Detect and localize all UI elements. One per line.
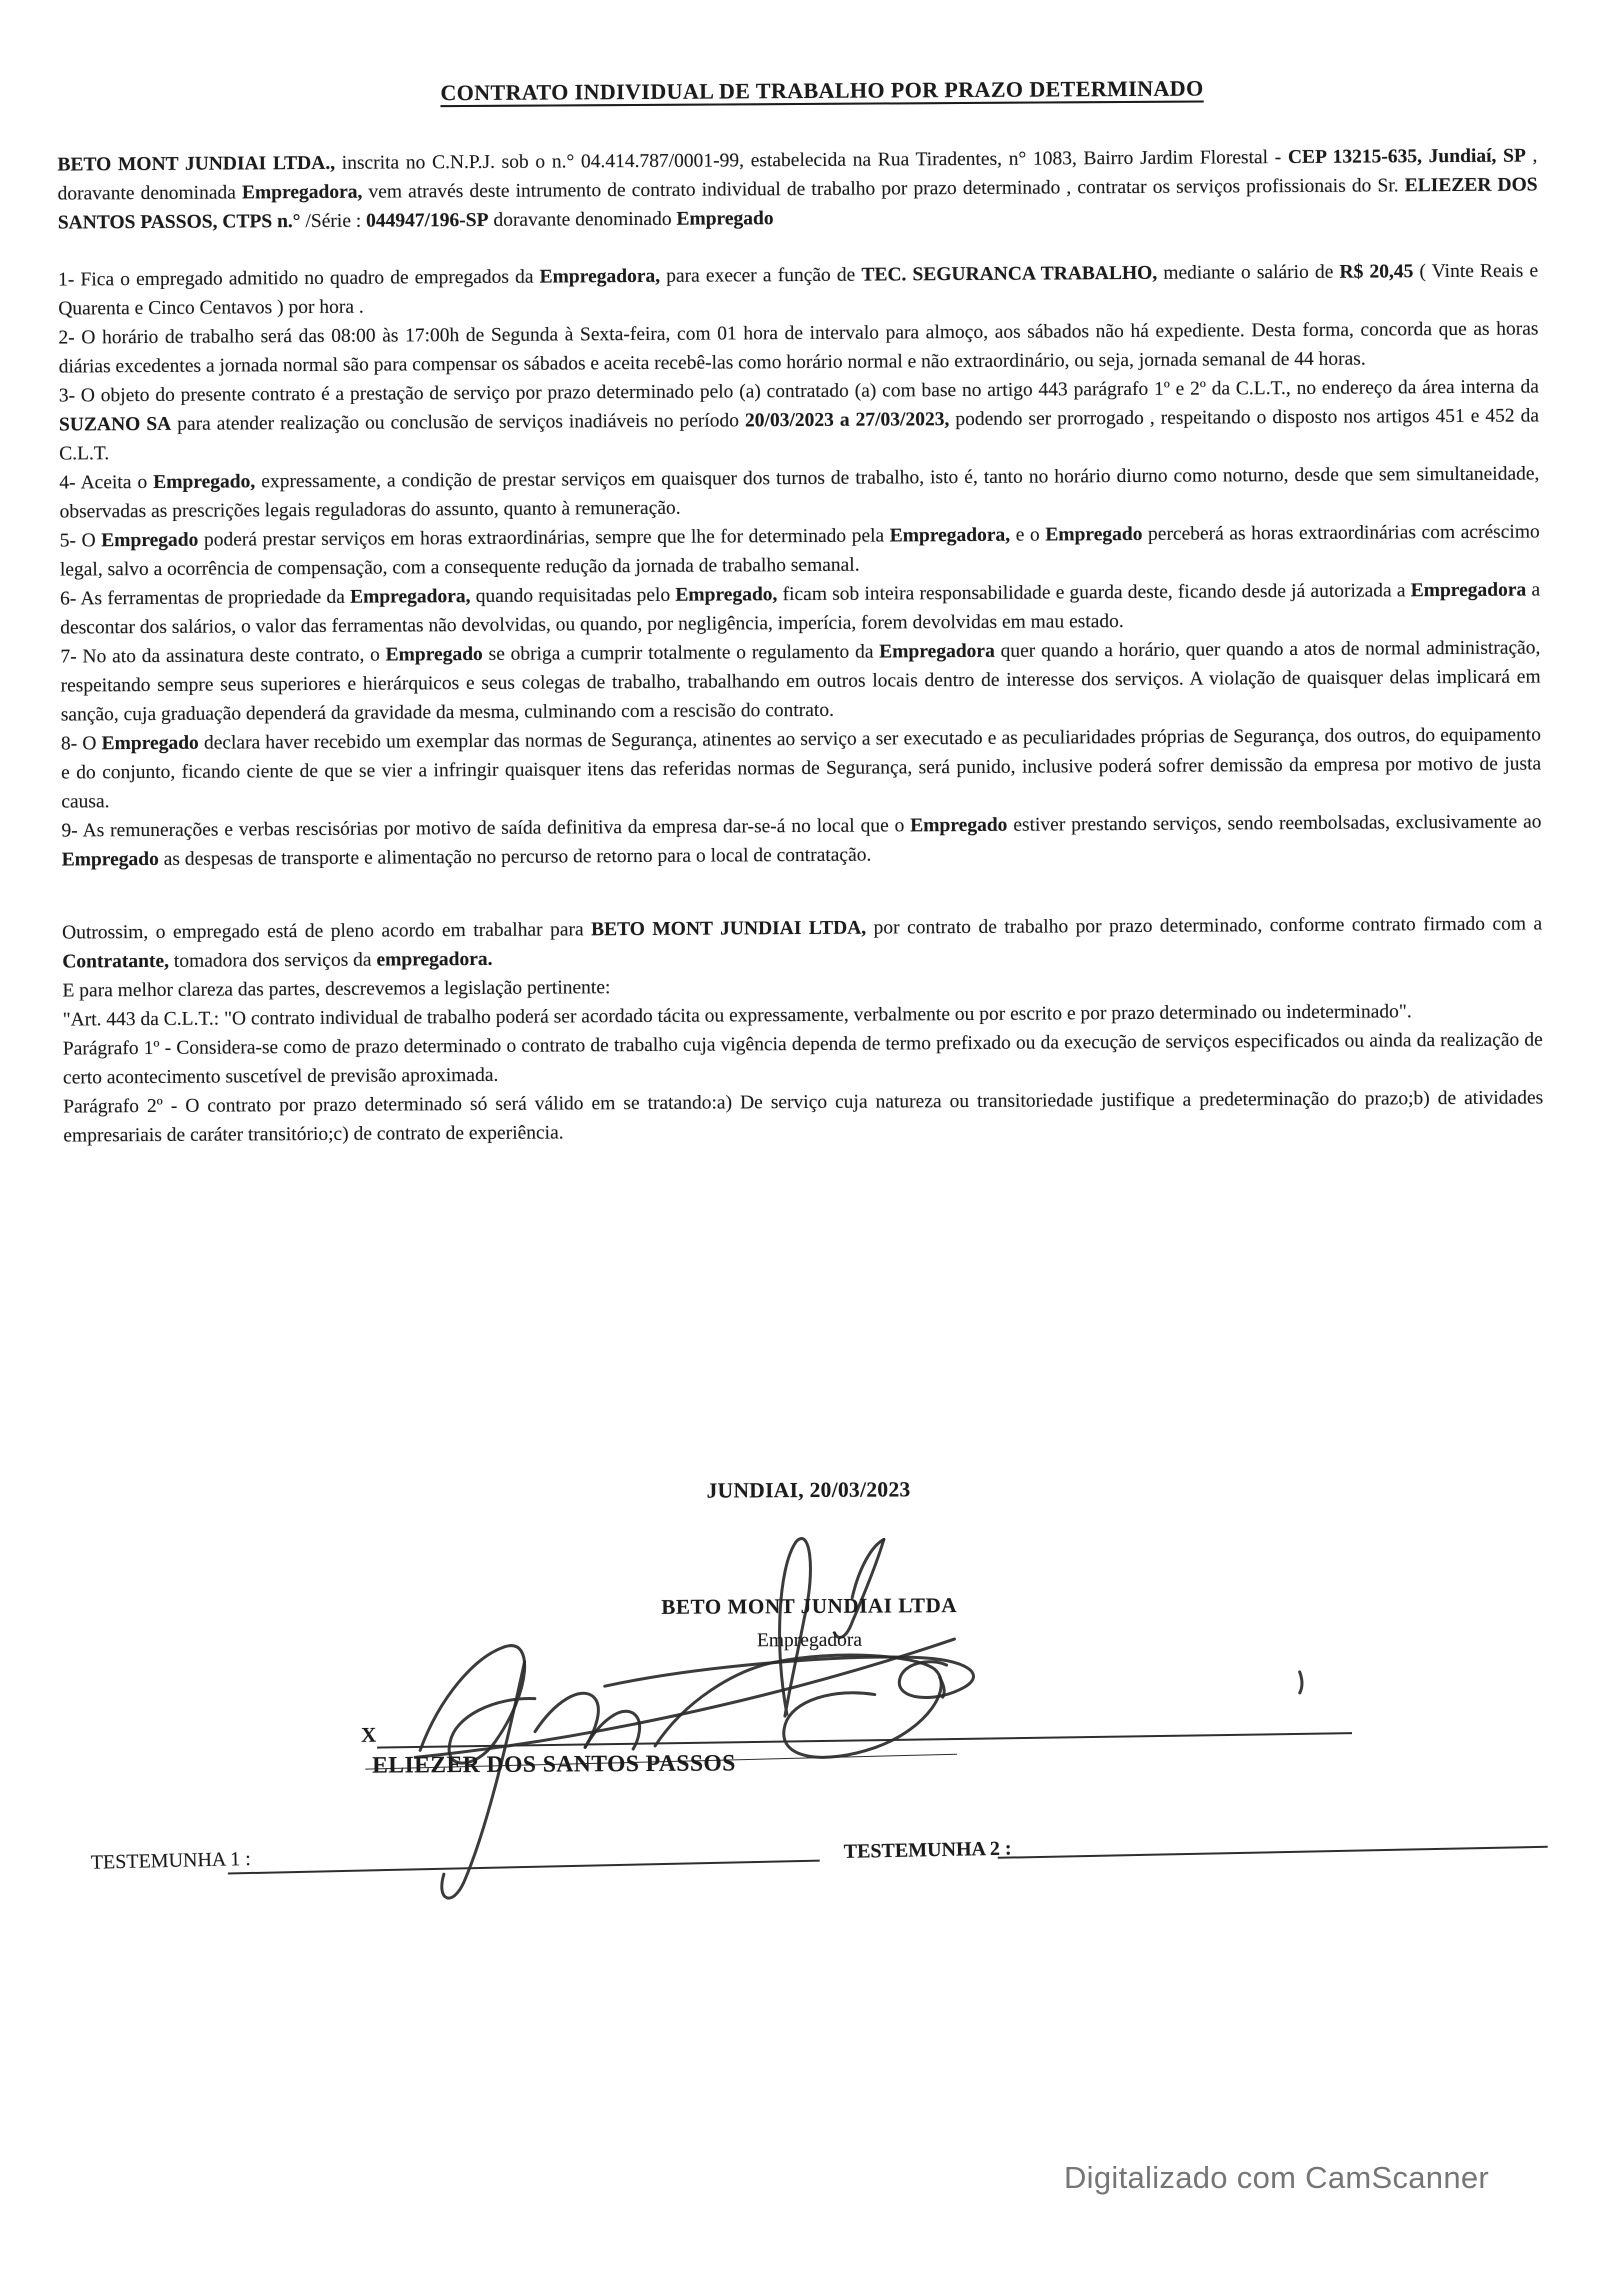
document-title: CONTRATO INDIVIDUAL DE TRABALHO POR PRAZO DETERMINADO [440, 75, 1204, 106]
clause-3: 3- O objeto do presente contrato é a prestação de serviço por prazo determinado pelo (a) contratado (a) com base no artigo 443 parágrafo 1º e 2º da C.L.T., no endereço da área interna da SUZANO SA para atender realização ou conclusão de serviços inadiáveis no período 20/03/2023 a 27/03/2023, podendo ser prorrogado , respeitando o disposto nos artigos 451 e 452 da C.L.T. [58, 376, 1540, 465]
outrossim-paragraph: Outrossim, o empregado está de pleno acordo em trabalhar para BETO MONT JUNDIAI LTDA, por contrato de trabalho por prazo determinado, conforme contrato firmado com a Contratante, tomadora dos serviços da empregadora. [62, 913, 1543, 973]
paragrafo-2: Parágrafo 2º - O contrato por prazo determinado só será válido em se tratando:a) De serviço cuja natureza ou transitoriedade justifique a predeterminação do prazo;b) de atividades empresariais de caráter transitório;c) de contrato de experiência. [63, 1087, 1544, 1147]
clause-6: 6- As ferramentas de propriedade da Empregadora, quando requisitadas pelo Empregado, ficam sob inteira responsabilidade e guarda deste, ficando desde já autorizada a Empregadora a descontar dos salários, o valor das ferramentas não devolvidas, ou quando, por negligência, imperícia, forem devolvidas em mau estado. [60, 579, 1541, 639]
intro-paragraph: BETO MONT JUNDIAI LTDA., inscrita no C.N.P.J. sob o n.° 04.414.787/0001-99, estabelecida na Rua Tiradentes, n° 1083, Bairro Jardim Florestal - CEP 13215-635, Jundiaí, SP , doravante denominada Empregadora, vem através deste intrumento de contrato individual de trabalho por prazo determinado , contratar os serviços profissionais do Sr. ELIEZER DOS SANTOS PASSOS, CTPS n.° /Série : 044947/196-SP doravante denominado Empregado [57, 145, 1538, 234]
art-443-paragraph: "Art. 443 da C.L.T.: "O contrato individual de trabalho poderá ser acordado tácita ou expressamente, verbalmente ou por escrito e por prazo determinado ou indeterminado". [62, 1001, 1412, 1031]
company-name: BETO MONT JUNDIAI LTDA [661, 1593, 958, 1619]
clause-5: 5- O Empregado poderá prestar serviços em horas extraordinárias, sempre que lhe for determinado pela Empregadora, e o Empregado perceberá as horas extraordinárias com acréscimo legal, salvo a ocorrência de compensação, com a consequente redução da jornada de trabalho semanal. [59, 521, 1540, 581]
clause-2: 2- O horário de trabalho será das 08:00 às 17:00h de Segunda à Sexta-feira, com 01 hora de intervalo para almoço, aos sábados não há expediente. Desta forma, concorda que as horas diárias excedentes a jornada normal são para compensar os sábados e aceita recebê-las como horário normal e não extraordinário, ou seja, jornada semanal de 44 horas. [58, 318, 1539, 378]
camscanner-watermark: Digitalizado com CamScanner [1064, 2160, 1490, 2195]
company-role-label: Empregadora [756, 1629, 863, 1652]
clauses-section [58, 256, 1542, 874]
signature-x-marker: X [360, 1722, 377, 1747]
clause-8: 8- O Empregado declara haver recebido um exemplar das normas de Segurança, atinentes ao serviço a ser executado e as peculiaridades próprias de Segurança, dos outros, do equipamento e do conjunto, ficando ciente de que se vier a infringir quaisquer itens das referidas normas de Segurança, será punido, inclusive poderá sofrer demissão da empresa por motivo de justa causa. [60, 724, 1542, 813]
clause-4: 4- Aceita o Empregado, expressamente, a condição de prestar serviços em quaisquer dos turnos de trabalho, isto é, tanto no horário diurno como noturno, desde que sem simultaneidade, observadas as prescrições legais reguladoras do assunto, quanto à remuneração. [59, 463, 1540, 523]
contract-body [57, 73, 1543, 1150]
clause-7: 7- No ato da assinatura deste contrato, o Empregado se obriga a cumprir totalmente o regulamento da Empregadora quer quando a horário, quer quando a atos de normal administração, respeitando sempre seus superiores e hierárquicos e seus colegas de trabalho, trabalhando em outros locais dentro de interesse dos serviços. A violação de quaisquer delas implicará em sanção, cuja graduação dependerá da gravidade da mesma, culminando com a rescisão do contrato. [60, 637, 1541, 726]
witness1-label: TESTEMUNHA 1 : [90, 1847, 252, 1874]
clareza-line: E para melhor clareza das partes, descrevemos a legislação pertinente: [62, 977, 611, 1002]
employee-name: ELIEZER DOS SANTOS PASSOS [372, 1750, 736, 1779]
place-date: JUNDIAI, 20/03/2023 [706, 1477, 911, 1503]
closing-section [62, 909, 1543, 1150]
clause-1: 1- Fica o empregado admitido no quadro de empregados da Empregadora, para execer a função de TEC. SEGURANCA TRABALHO, mediante o salário de R$ 20,45 ( Vinte Reais e Quarenta e Cinco Centavos ) por hora . [58, 260, 1539, 320]
witness2-label: TESTEMUNHA 2 : [843, 1837, 1012, 1863]
paragrafo-1: Parágrafo 1º - Considera-se como de prazo determinado o contrato de trabalho cuja vigência dependa de termo prefixado ou da execução de serviços especificados ou ainda da realização de certo acontecimento suscetível de previsão aproximada. [62, 1029, 1543, 1089]
clause-9: 9- As remunerações e verbas rescisórias por motivo de saída definitiva da empresa dar-se-á no local que o Empregado estiver prestando serviços, sendo reembolsadas, exclusivamente ao Empregado as despesas de transporte e alimentação no percurso de retorno para o local de contratação. [61, 811, 1542, 871]
